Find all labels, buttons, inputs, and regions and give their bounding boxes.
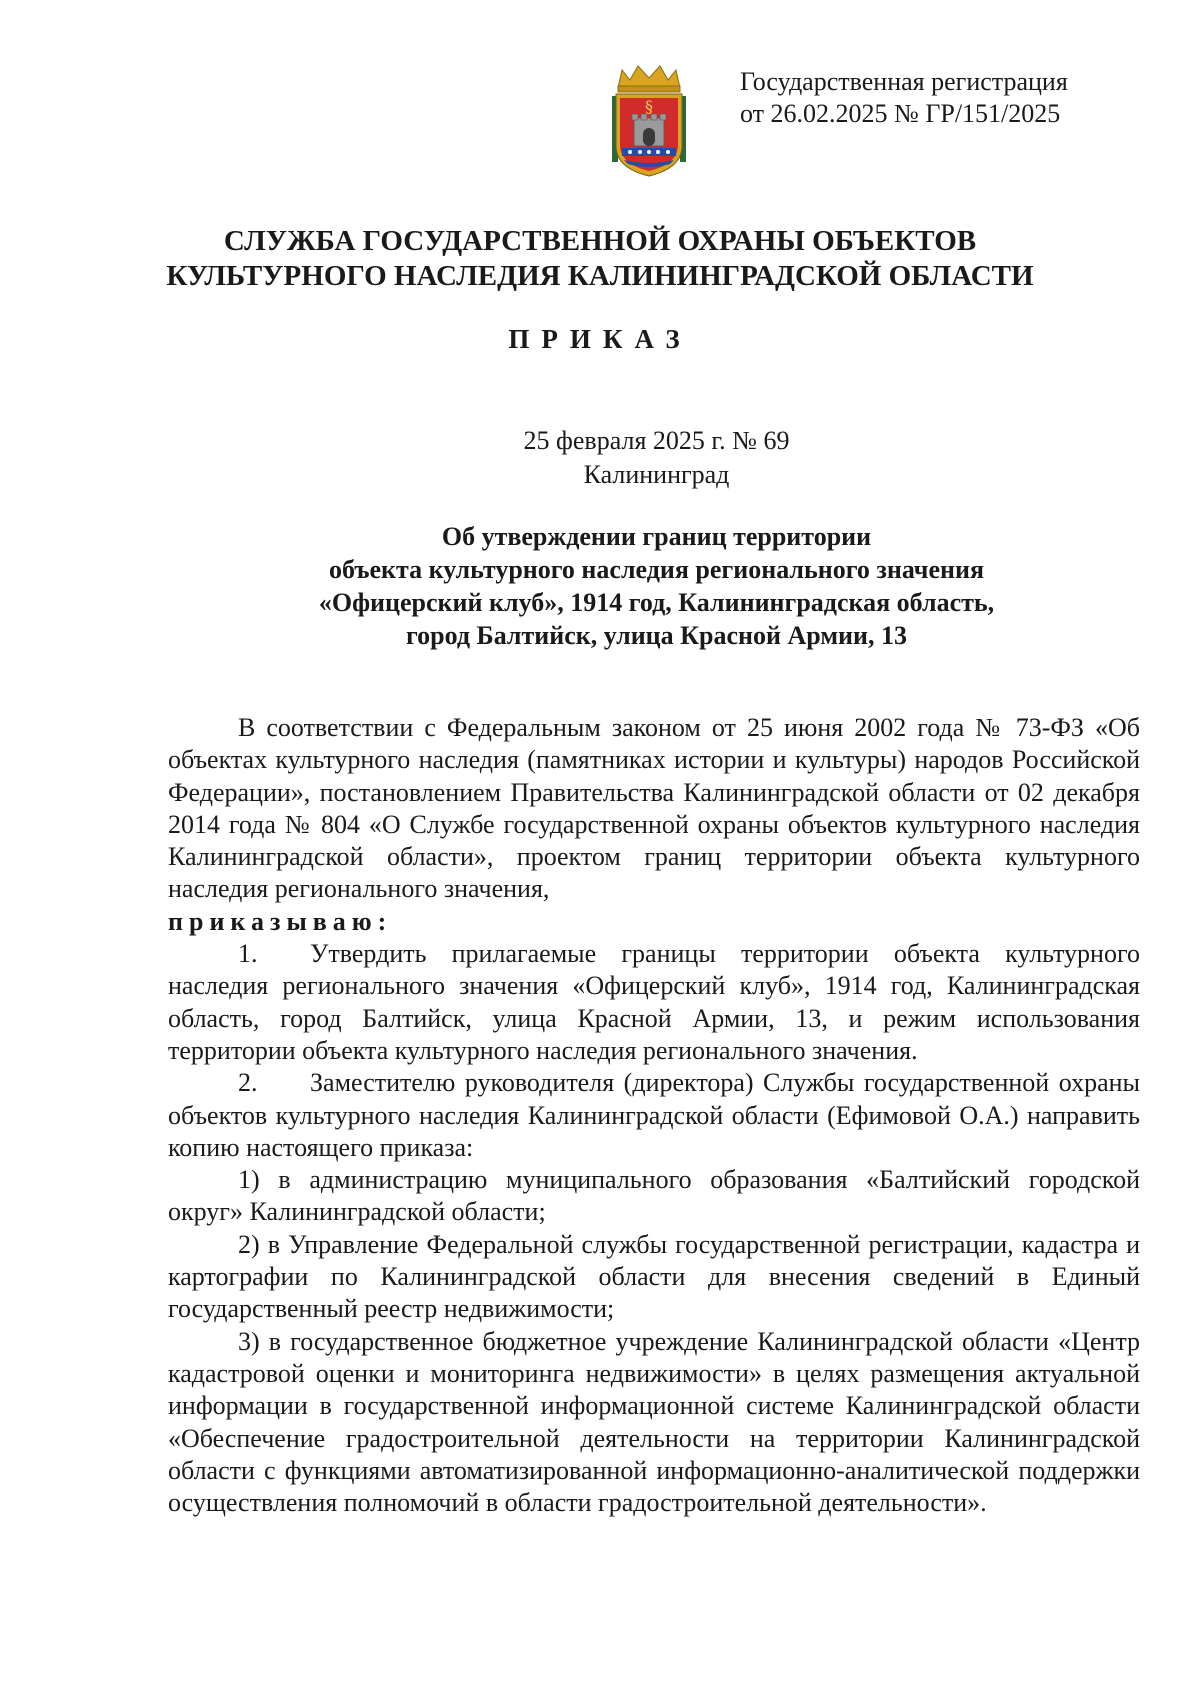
item-2-number: 2. <box>238 1068 258 1098</box>
order-word: приказываю: <box>168 906 393 936</box>
registration-line-2: от 26.02.2025 № ГР/151/2025 <box>740 99 1061 128</box>
item-2-text: Заместителю руководителя (директора) Службы государственной охраны объектов культурного наследия Калининградской области (Ефимовой О.А.) направить копию настоящего приказа: <box>168 1068 1140 1162</box>
subitem-3: 3) в государственное бюджетное учреждение Калининградской области «Центр кадастровой оценки и мониторинга недвижимости» в целях размещения актуальной информации в государственной информационной системе Калининградской области «Обеспечение градостроительной деятельности на территории Калининградской области с функциями автоматизированной информационно-аналитической поддержки осуществления полномочий в области градостроительной деятельности». <box>168 1326 1140 1518</box>
preamble-paragraph <box>168 712 1140 906</box>
subitem-2: 2) в Управление Федеральной службы государственной регистрации, кадастра и картографии по Калининградской области для внесения сведений в Единый государственный реестр недвижимости; <box>168 1229 1140 1324</box>
document-type: ПРИКАЗ <box>508 324 692 354</box>
agency-title <box>0 224 1200 294</box>
item-1-number: 1. <box>238 939 258 969</box>
item-1 <box>168 938 1140 1067</box>
date-block <box>0 424 1200 492</box>
order-word-paragraph <box>168 906 1140 938</box>
order-subject <box>0 520 1200 652</box>
subitem-1: 1) в администрацию муниципального образования «Балтийский городской округ» Калининградской области; <box>168 1165 1140 1227</box>
order-body <box>168 712 1140 1519</box>
subject-line-4: город Балтийск, улица Красной Армии, 13 <box>405 621 907 650</box>
city: Калининград <box>583 460 730 489</box>
svg-text:§: § <box>645 97 653 116</box>
item-1-text: Утвердить прилагаемые границы территории объекта культурного наследия регионального значения «Офицерский клуб», 1914 год, Калининградская область, город Балтийск, улица Красной Армии, 13, и режим использования территории объекта культурного наследия регионального значения. <box>168 939 1140 1065</box>
item-2 <box>168 1067 1140 1164</box>
subject-line-2: объекта культурного наследия регионального значения <box>328 555 985 584</box>
subject-line-3: «Офицерский клуб», 1914 год, Калининградская область, <box>318 588 995 617</box>
preamble-text: В соответствии с Федеральным законом от 25 июня 2002 года № 73-ФЗ «Об объектах культурного наследия (памятниках истории и культуры) народов Российской Федерации», постановлением Правительства Калининградской области от 02 декабря 2014 года № 804 «О Службе государственной охраны объектов культурного наследия Калининградской области», проектом границ территории объекта культурного наследия регионального значения, <box>168 713 1140 904</box>
date-and-number: 25 февраля 2025 г. № 69 <box>523 426 790 455</box>
registration-note <box>740 66 1160 130</box>
agency-title-line-2: КУЛЬТУРНОГО НАСЛЕДИЯ КАЛИНИНГРАДСКОЙ ОБЛАСТИ <box>166 260 1034 292</box>
kaliningrad-coat-of-arms-icon <box>608 62 690 178</box>
subject-line-1: Об утверждении границ территории <box>441 522 872 551</box>
registration-line-1: Государственная регистрация <box>740 67 1068 96</box>
agency-title-line-1: СЛУЖБА ГОСУДАРСТВЕННОЙ ОХРАНЫ ОБЪЕКТОВ <box>223 225 977 257</box>
